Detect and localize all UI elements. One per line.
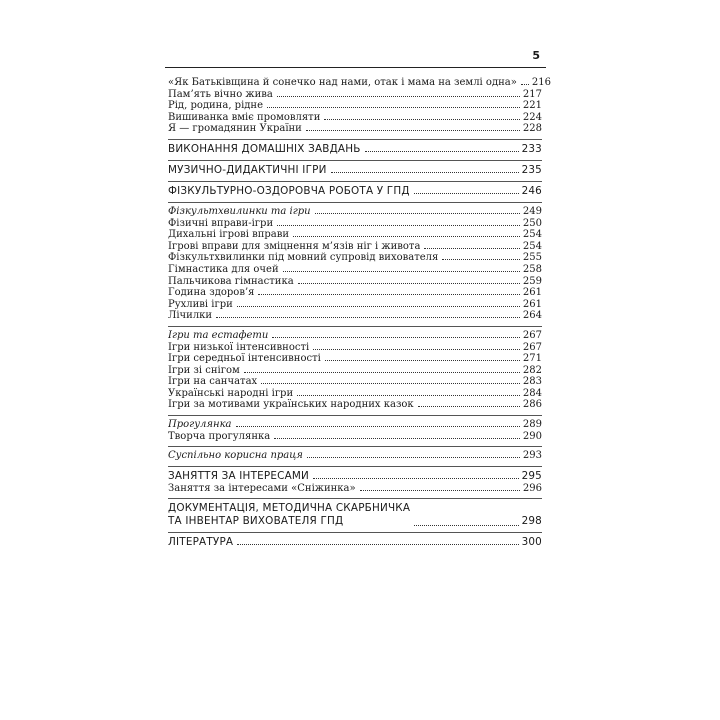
subsection-divider: [168, 415, 542, 416]
toc-entry-title: Ігри за мотивами українських народних казок: [168, 399, 414, 411]
toc-entry: [168, 252, 542, 264]
page-number: 5: [532, 49, 540, 62]
section-divider: [168, 181, 542, 182]
toc-entry-page: 290: [522, 430, 542, 442]
toc-section-entry: [168, 185, 542, 198]
leader-dots: [293, 236, 520, 237]
toc-entry-page: 224: [522, 111, 542, 123]
toc-entry-page: 249: [522, 205, 542, 217]
toc-entry-title: «Як Батьківщина й сонечко над нами, отак і мама на землі одна»: [168, 77, 517, 88]
leader-dots: [237, 306, 520, 307]
toc-entry-page: 221: [522, 100, 542, 112]
leader-dots: [237, 544, 518, 545]
toc-entry-page: 259: [522, 275, 542, 287]
toc-entry: [168, 310, 542, 322]
toc-entry-page: 217: [522, 88, 542, 100]
toc-entry-title: Ігри на санчатах: [168, 376, 258, 388]
leader-dots: [258, 294, 519, 295]
section-divider: [168, 532, 542, 533]
toc-entry-title: Ігрові вправи для зміцнення м’язів ніг і живота: [168, 240, 421, 252]
section-divider: [168, 466, 542, 467]
toc-entry-title: Суспільно корисна праця: [168, 450, 303, 462]
leader-dots: [360, 490, 520, 491]
toc-entry-page: 300: [521, 536, 542, 549]
toc-entry: [168, 287, 542, 299]
section-divider: [168, 202, 542, 203]
toc-entry-page: 228: [522, 123, 542, 135]
leader-dots: [442, 259, 520, 260]
toc-entry-title: Ігри середньої інтенсивності: [168, 353, 321, 365]
section-divider: [168, 160, 542, 161]
toc-entry-page: 246: [521, 184, 542, 197]
toc-entry: [168, 276, 542, 288]
toc-entry: [168, 89, 542, 101]
toc-entry-title: Година здоров’я: [168, 287, 255, 299]
toc-entry-title: Прогулянка: [168, 419, 232, 431]
toc-entry-title: Я — громадянин України: [168, 123, 302, 135]
toc-entry-page: 254: [522, 240, 542, 252]
leader-dots: [283, 271, 520, 272]
toc-entry-title: Гімнастика для очей: [168, 263, 279, 275]
toc-entry: [168, 264, 542, 276]
leader-dots: [325, 360, 520, 361]
leader-dots: [272, 337, 520, 338]
toc-entry-title: Дихальні ігрові вправи: [168, 229, 290, 241]
toc-entry: [168, 419, 542, 431]
toc-entry-page: 271: [522, 353, 542, 365]
toc-entry-page: 295: [521, 469, 542, 482]
leader-dots: [244, 372, 520, 373]
toc-entry-page: 293: [522, 450, 542, 462]
toc-entry: [168, 399, 542, 411]
leader-dots: [267, 107, 520, 108]
leader-dots: [277, 225, 520, 226]
toc-entry-page: 286: [522, 399, 542, 411]
section-divider: [168, 498, 542, 499]
leader-dots: [414, 525, 518, 526]
toc-entry: [168, 483, 542, 495]
toc-entry-page: 254: [522, 229, 542, 241]
subsection-divider: [168, 446, 542, 447]
toc-entry: [168, 431, 542, 443]
toc-entry-title: Рід, родина, рідне: [168, 100, 264, 112]
toc-section-title-line: ТА ІНВЕНТАР ВИХОВАТЕЛЯ ГПД: [168, 515, 344, 528]
toc-entry: [168, 241, 542, 253]
toc-section-entry: [168, 536, 542, 549]
leader-dots: [216, 317, 520, 318]
toc-entry: [168, 299, 542, 311]
toc-entry-page: 216: [531, 77, 551, 88]
toc-entry: [168, 330, 542, 342]
toc-section-title: ЛІТЕРАТУРА: [168, 536, 234, 549]
toc-section-title: ФІЗКУЛЬТУРНО-ОЗДОРОВЧА РОБОТА У ГПД: [168, 184, 410, 197]
toc-entry-page: 298: [521, 515, 542, 528]
toc-entry: [168, 388, 542, 400]
leader-dots: [365, 151, 519, 152]
toc-section-title-line: ДОКУМЕНТАЦІЯ, МЕТОДИЧНА СКАРБНИЧКА: [168, 502, 411, 515]
toc-entry: [168, 365, 542, 377]
toc-entry-title: Вишиванка вміє промовляти: [168, 111, 321, 123]
leader-dots: [297, 395, 520, 396]
toc-entry-page: 261: [522, 287, 542, 299]
toc-entry-page: 282: [522, 364, 542, 376]
toc-entry-page: 250: [522, 217, 542, 229]
toc-entry: [168, 450, 542, 462]
toc-section-title: ВИКОНАННЯ ДОМАШНІХ ЗАВДАНЬ: [168, 142, 361, 155]
toc-entry-page: 235: [521, 163, 542, 176]
toc-section-entry: [168, 164, 542, 177]
toc-entry-title: Рухливі ігри: [168, 298, 233, 310]
toc-entry-title: Пам’ять вічно жива: [168, 88, 273, 100]
table-of-contents: [168, 77, 551, 549]
toc-entry: [168, 229, 542, 241]
leader-dots: [236, 426, 520, 427]
leader-dots: [313, 349, 520, 350]
toc-entry-title: Фізичні вправи-ігри: [168, 217, 274, 229]
toc-entry: [168, 100, 542, 112]
leader-dots: [277, 96, 520, 97]
subsection-divider: [168, 326, 542, 327]
toc-entry-page: 255: [522, 252, 542, 264]
leader-dots: [313, 478, 519, 479]
toc-entry: [168, 112, 542, 124]
section-divider: [168, 139, 542, 140]
toc-entry-page: 261: [522, 298, 542, 310]
leader-dots: [331, 172, 519, 173]
toc-entry: [168, 206, 542, 218]
toc-entry-title: Лічилки: [168, 310, 213, 322]
leader-dots: [298, 283, 520, 284]
leader-dots: [414, 193, 519, 194]
toc-entry-title: Українські народні ігри: [168, 387, 294, 399]
toc-entry: [168, 376, 542, 388]
toc-entry-title: Пальчикова гімнастика: [168, 275, 294, 287]
toc-entry-page: 284: [522, 387, 542, 399]
leader-dots: [324, 119, 520, 120]
toc-entry: [168, 353, 542, 365]
toc-entry-page: 264: [522, 310, 542, 322]
toc-entry-page: 233: [521, 142, 542, 155]
leader-dots: [424, 248, 520, 249]
toc-section-title: МУЗИЧНО-ДИДАКТИЧНІ ІГРИ: [168, 163, 327, 176]
leader-dots: [261, 383, 520, 384]
toc-entry: [168, 77, 551, 89]
header-rule: [165, 67, 546, 68]
toc-section-entry: [168, 143, 542, 156]
toc-entry-page: 296: [522, 482, 542, 494]
toc-entry-page: 283: [522, 376, 542, 388]
toc-section-title: ЗАНЯТТЯ ЗА ІНТЕРЕСАМИ: [168, 469, 310, 482]
leader-dots: [307, 457, 520, 458]
toc-entry-page: 267: [522, 329, 542, 341]
toc-entry-title: Творча прогулянка: [168, 430, 271, 442]
toc-entry-page: 267: [522, 341, 542, 353]
toc-section-title: [168, 502, 410, 528]
toc-entry: [168, 342, 542, 354]
toc-entry-title: Фізкультхвилинки під мовний супровід вихователя: [168, 252, 439, 264]
toc-entry-title: Фізкультхвилинки та ігри: [168, 205, 311, 217]
toc-entry-title: Ігри та естафети: [168, 329, 269, 341]
leader-dots: [274, 438, 520, 439]
toc-entry: [168, 123, 542, 135]
toc-section-entry: [168, 502, 542, 528]
toc-entry-page: 289: [522, 419, 542, 431]
leader-dots: [521, 84, 529, 85]
toc-entry-title: Ігри низької інтенсивності: [168, 341, 310, 353]
leader-dots: [306, 130, 520, 131]
toc-entry-page: 258: [522, 263, 542, 275]
toc-entry: [168, 218, 542, 230]
leader-dots: [315, 213, 520, 214]
leader-dots: [418, 406, 520, 407]
toc-entry-title: Ігри зі снігом: [168, 364, 240, 376]
toc-section-entry: [168, 470, 542, 483]
toc-entry-title: Заняття за інтересами «Сніжинка»: [168, 482, 356, 494]
